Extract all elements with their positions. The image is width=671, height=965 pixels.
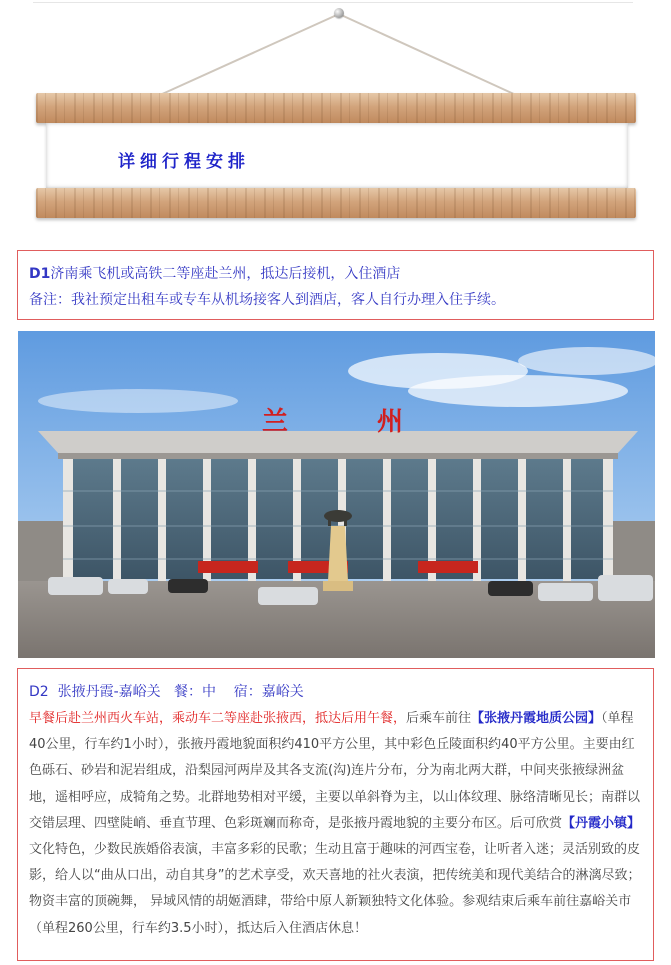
day2-highlight-town: 【丹霞小镇】 bbox=[562, 815, 641, 831]
day2-transfer-text: 早餐后赴兰州西火车站，乘动车二等座赴张掖西，抵达后用午餐， bbox=[29, 711, 407, 726]
day2-highlight-park: 【张掖丹霞地质公园】 bbox=[471, 711, 602, 726]
day1-route: 济南乘飞机或高铁二等座赴兰州，抵达后接机，入住酒店 bbox=[50, 266, 401, 282]
lanzhou-station-photo bbox=[18, 331, 655, 658]
day1-route-line bbox=[29, 263, 400, 283]
day2-box bbox=[17, 668, 654, 961]
day1-box bbox=[17, 250, 654, 320]
day1-label: D1 bbox=[29, 266, 51, 282]
day2-description bbox=[29, 706, 643, 942]
day2-heading: D2 张掖丹霞-嘉峪关 餐：中 宿：嘉峪关 bbox=[29, 684, 304, 700]
scroll-top-rod bbox=[36, 93, 636, 123]
day2-text-c: 文化特色，少数民族婚俗表演，丰富多彩的民歌；生动且富于趣味的河西宝卷，让听者入迷；灵活别致的皮影，给人以“曲从口出，动自其身”的艺术享受，欢天喜地的社火表演，把传统美和现代美结合的淋漓尽致；物资丰富的顶碗舞， 异域风情的胡姬酒肆，带给中原人新颖独特文化体验。参观结束后乘车前往嘉峪关市（单程260公里，行车约3.5小时），抵达后入住酒店休息！ bbox=[29, 842, 641, 936]
day1-note: 备注：我社预定出租车或专车从机场接客人到酒店，客人自行办理入住手续。 bbox=[29, 292, 505, 308]
station-sign: 兰 州 bbox=[262, 407, 444, 437]
scroll-bottom-rod bbox=[36, 188, 636, 218]
banner-title: 详细行程安排 bbox=[118, 152, 250, 172]
day2-text-a: 后乘车前往 bbox=[406, 711, 472, 726]
nail-icon bbox=[334, 8, 344, 18]
day2-text-b: （单程40公里，行车约1小时），张掖丹霞地貌面积约410平方公里，其中彩色丘陵面积约40平方公里。主要由红色砾石、砂岩和泥岩组成，沿梨园河两岸及其各支流(沟)连片分布，分为南北两大群，中间夹张掖绿洲盆地，遥相呼应，成犄角之势。北群地势相对平缓，主要以单斜脊为主，以山体纹理、脉络清晰见长；南群以交错层理、四壁陡峭、垂直节理、色彩斑斓而称奇，是张掖丹霞地貌的主要分布区。后可欣赏 bbox=[29, 711, 641, 831]
